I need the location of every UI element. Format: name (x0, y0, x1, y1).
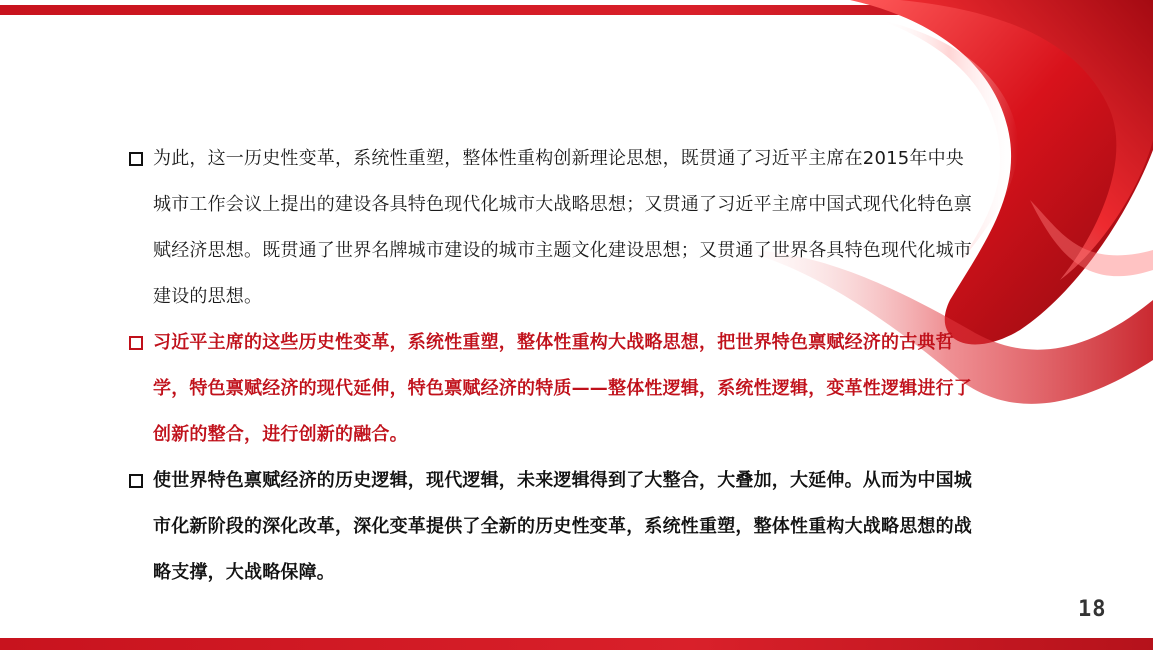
content-block (124, 136, 974, 596)
paragraph-2 (124, 320, 974, 458)
paragraph-3 (124, 458, 974, 596)
hollow-square-bullet-icon (129, 474, 143, 488)
page-number: 18 (1078, 597, 1107, 622)
hollow-square-bullet-icon (129, 336, 143, 350)
paragraph-1-text: 为此，这一历史性变革，系统性重塑，整体性重构创新理论思想，既贯通了习近平主席在2015年中央城市工作会议上提出的建设各具特色现代化城市大战略思想；又贯通了习近平主席中国式现代化特色禀赋经济思想。既贯通了世界名牌城市建设的城市主题文化建设思想；又贯通了世界各具特色现代化城市建设的思想。 (153, 148, 972, 307)
paragraph-3-text: 使世界特色禀赋经济的历史逻辑，现代逻辑，未来逻辑得到了大整合，大叠加，大延伸。从而为中国城市化新阶段的深化改革，深化变革提供了全新的历史性变革，系统性重塑，整体性重构大战略思想的战略支撑，大战略保障。 (153, 470, 972, 583)
bottom-red-bar (0, 638, 1153, 650)
paragraph-1 (124, 136, 974, 320)
hollow-square-bullet-icon (129, 152, 143, 166)
paragraph-2-text: 习近平主席的这些历史性变革，系统性重塑，整体性重构大战略思想，把世界特色禀赋经济的古典哲学，特色禀赋经济的现代延伸，特色禀赋经济的特质——整体性逻辑，系统性逻辑，变革性逻辑进行了创新的整合，进行创新的融合。 (153, 332, 972, 445)
